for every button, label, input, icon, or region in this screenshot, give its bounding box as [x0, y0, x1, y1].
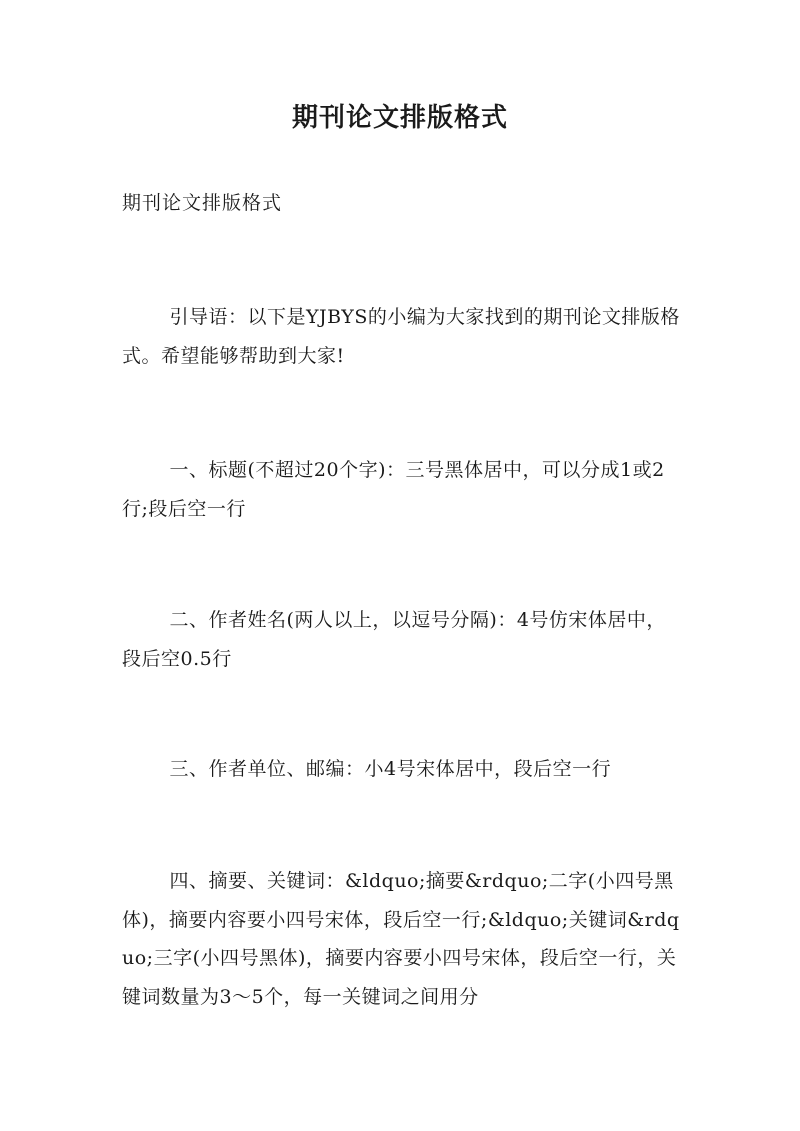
paragraph-affiliation-rule: 三、作者单位、邮编：小4号宋体居中，段后空一行 — [169, 758, 612, 780]
paragraph-title-rule: 一、标题(不超过20个字)：三号黑体居中，可以分成1或2行;段后空一行 — [122, 459, 665, 520]
paragraph-abstract-rule: 四、摘要、关键词：&ldquo;摘要&rdquo;二字(小四号黑体)，摘要内容要小四号宋体，段后空一行;&ldquo;关键词&rdquo;三字(小四号黑体)，摘要内容要小四号宋体，段后空一行，关键词数量为3～5个，每一关键词之间用分 — [122, 870, 680, 1008]
document-title: 期刊论文排版格式 — [291, 103, 508, 133]
document-subtitle: 期刊论文排版格式 — [122, 192, 283, 214]
paragraph-intro: 引导语：以下是YJBYS的小编为大家找到的期刊论文排版格式。希望能够帮助到大家! — [122, 306, 680, 367]
paragraph-author-rule: 二、作者姓名(两人以上，以逗号分隔)：4号仿宋体居中，段后空0.5行 — [122, 609, 666, 670]
